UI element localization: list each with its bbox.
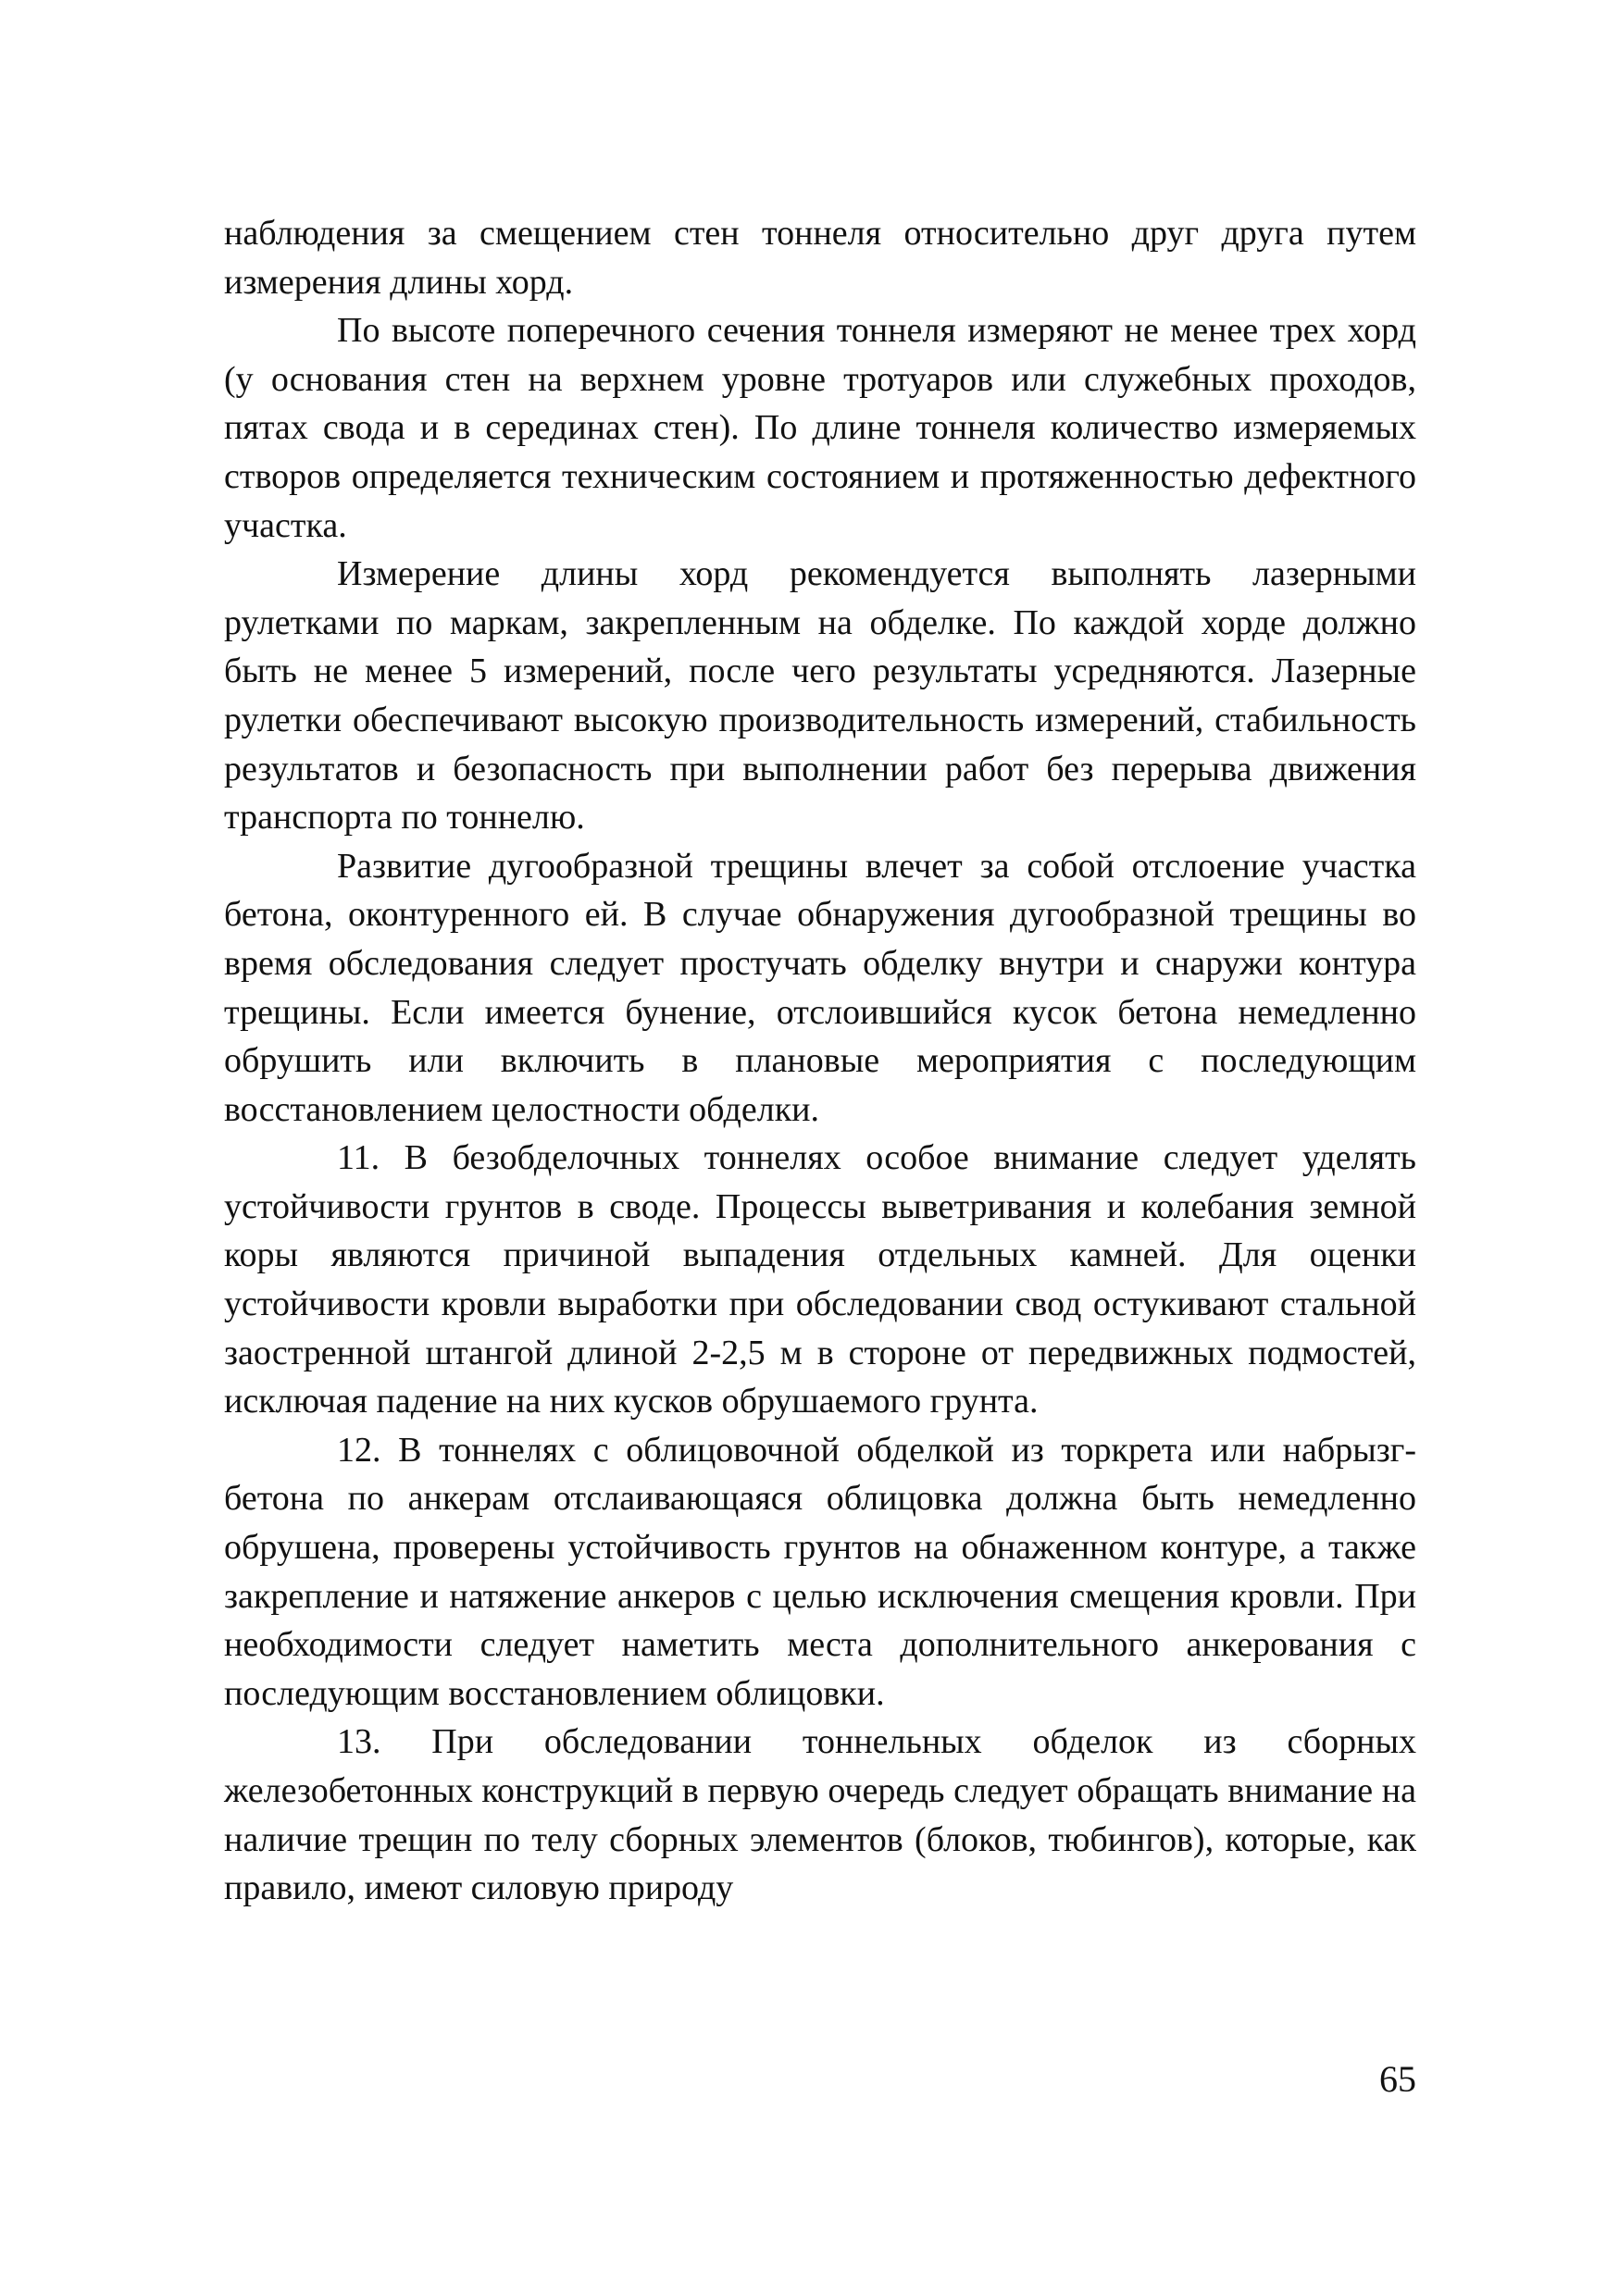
paragraph-laser-measurement: Измерение длины хорд рекомендуется выполнять лазерными рулетками по маркам, закрепленным на обделке. По каждой хорде должно быть не менее 5 измерений, после чего результаты усредняются. Лазерные рулетки обеспечивают высокую производительность измерений, стабильность результатов и безопасность при выполнении работ без перерыва движения транспорта по тоннелю. xyxy=(224,554,1416,838)
page-number: 65 xyxy=(1379,2058,1416,2100)
paragraph-arc-crack: Развитие дугообразной трещины влечет за собой отслоение участка бетона, оконтуренного ей. В случае обнаружения дугообразной трещины во время обследования следует простучать обделку внутри и снаружи контура трещины. Если имеется бунение, отслоившийся кусок бетона немедленно обрушить или включить в плановые мероприятия с последующим восстановлением целостности обделки. xyxy=(224,846,1416,1129)
paragraph-continuation: наблюдения за смещением стен тоннеля относительно друг друга путем измерения длины хорд. xyxy=(224,214,1416,302)
body-text xyxy=(224,209,1416,1913)
paragraph-item-11: 11. В безобделочных тоннелях особое внимание следует уделять устойчивости грунтов в своде. Процессы выветривания и колебания земной коры являются причиной выпадения отдельных камней. Для оценки устойчивости кровли выработки при обследовании свод остукивают стальной заостренной штангой длиной 2-2,5 м в стороне от передвижных подмостей, исключая падение на них кусков обрушаемого грунта. xyxy=(224,1138,1416,1421)
paragraph-item-13: 13. При обследовании тоннельных обделок из сборных железобетонных конструкций в первую очередь следует обращать внимание на наличие трещин по телу сборных элементов (блоков, тюбингов), которые, как правило, имеют силовую природу xyxy=(224,1722,1416,1908)
paragraph-item-12: 12. В тоннелях с облицовочной обделкой из торкрета или набрызг-бетона по анкерам отслаивающаяся облицовка должна быть немедленно обрушена, проверены устойчивость грунтов на обнаженном контуре, а также закрепление и натяжение анкеров с целью исключения смещения кровли. При необходимости следует наметить места дополнительного анкерования с последующим восстановлением облицовки. xyxy=(224,1430,1416,1713)
paragraph-chord-count: По высоте поперечного сечения тоннеля измеряют не менее трех хорд (у основания стен на верхнем уровне тротуаров или служебных проходов, пятах свода и в серединах стен). По длине тоннеля количество измеряемых створов определяется техническим состоянием и протяженностью дефектного участка. xyxy=(224,311,1416,545)
